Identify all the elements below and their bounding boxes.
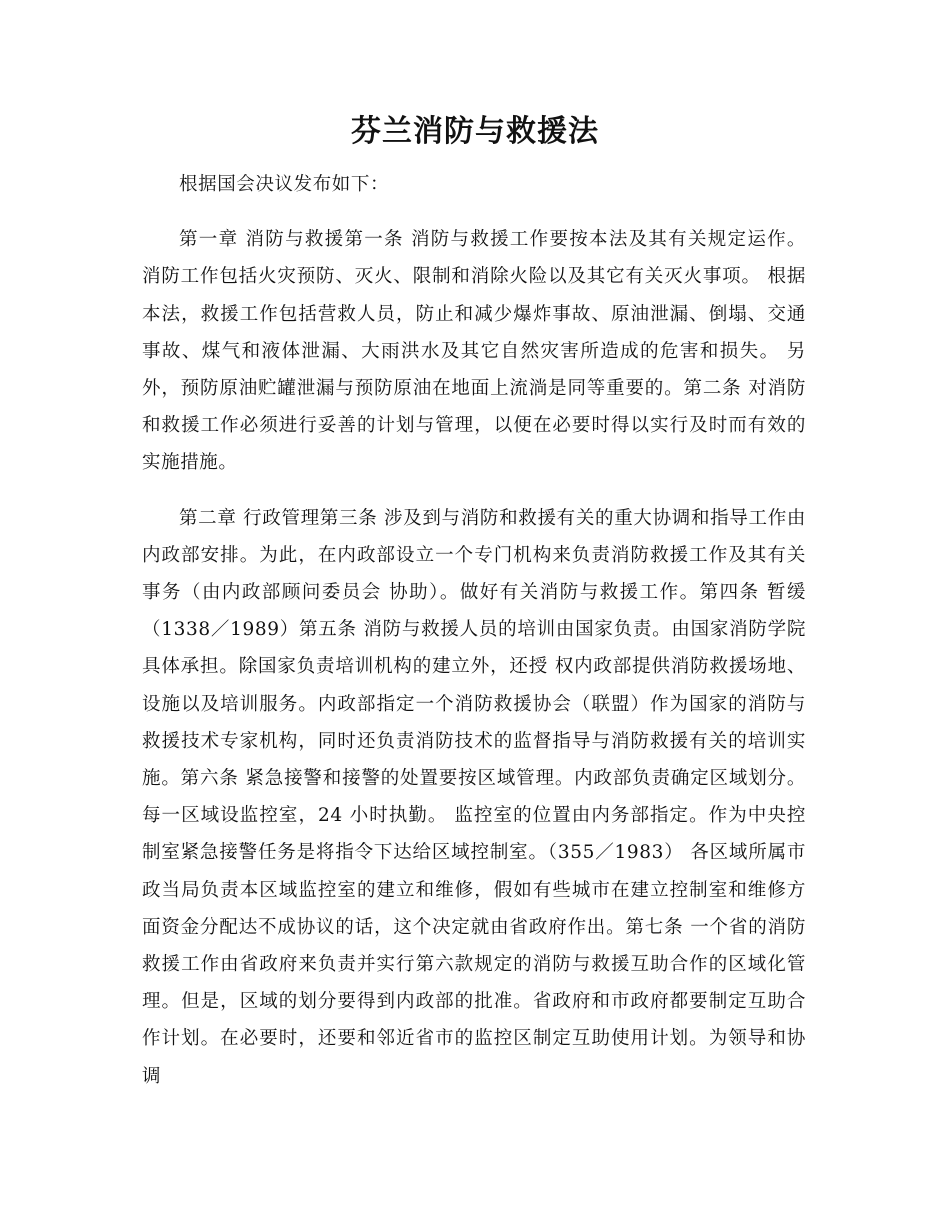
document-body	[142, 166, 806, 1095]
intro-paragraph: 根据国会决议发布如下：	[179, 174, 390, 195]
document-title: 芬兰消防与救援法	[351, 114, 599, 149]
chapter-2-paragraph: 第二章 行政管理第三条 涉及到与消防和救援有关的重大协调和指导工作由内政部安排。为此，在内政部设立一个专门机构来负责消防救援工作及其有关事务（由内政部顾问委员会 协助）。做好有关消防与救援工作。第四条 暂缓（1338／1989）第五条 消防与救援人员的培训由国家负责。由国家消防学院具体承担。除国家负责培训机构的建立外，还授 权内政部提供消防救援场地、设施以及培训服务。内政部指定一个消防救援协会（联盟）作为国家的消防与救援技术专家机构，同时还负责消防技术的监督指导与消防救援有关的培训实施。第六条 紧急接警和接警的处置要按区域管理。内政部负责确定区域划分。每一区域设监控室，24 小时执勤。 监控室的位置由内务部指定。作为中央控制室紧急接警任务是将指令下达给区域控制室。（355／1983） 各区域所属市政当局负责本区域监控室的建立和维修，假如有些城市在建立控制室和维修方面资金分配达不成协议的话，这个决定就由省政府作出。第七条 一个省的消防救援工作由省政府来负责并实行第六款规定的消防与救援互助合作的区域化管理。但是，区域的划分要得到内政部的批准。省政府和市政府都要制定互助合作计划。在必要时，还要和邻近省市的监控区制定互助使用计划。为领导和协调	[142, 507, 806, 1087]
chapter-1-paragraph: 第一章 消防与救援第一条 消防与救援工作要按本法及其有关规定运作。 消防工作包括火灾预防、灭火、限制和消除火险以及其它有关灭火事项。 根据本法，救援工作包括营救人员，防止和减少爆炸事故、原油泄漏、倒塌、交通事故、煤气和液体泄漏、大雨洪水及其它自然灾害所造成的危害和损失。 另外，预防原油贮罐泄漏与预防原油在地面上流淌是同等重要的。第二条 对消防和救援工作必须进行妥善的计划与管理，以便在必要时得以实行及时而有效的实施措施。	[142, 229, 806, 474]
